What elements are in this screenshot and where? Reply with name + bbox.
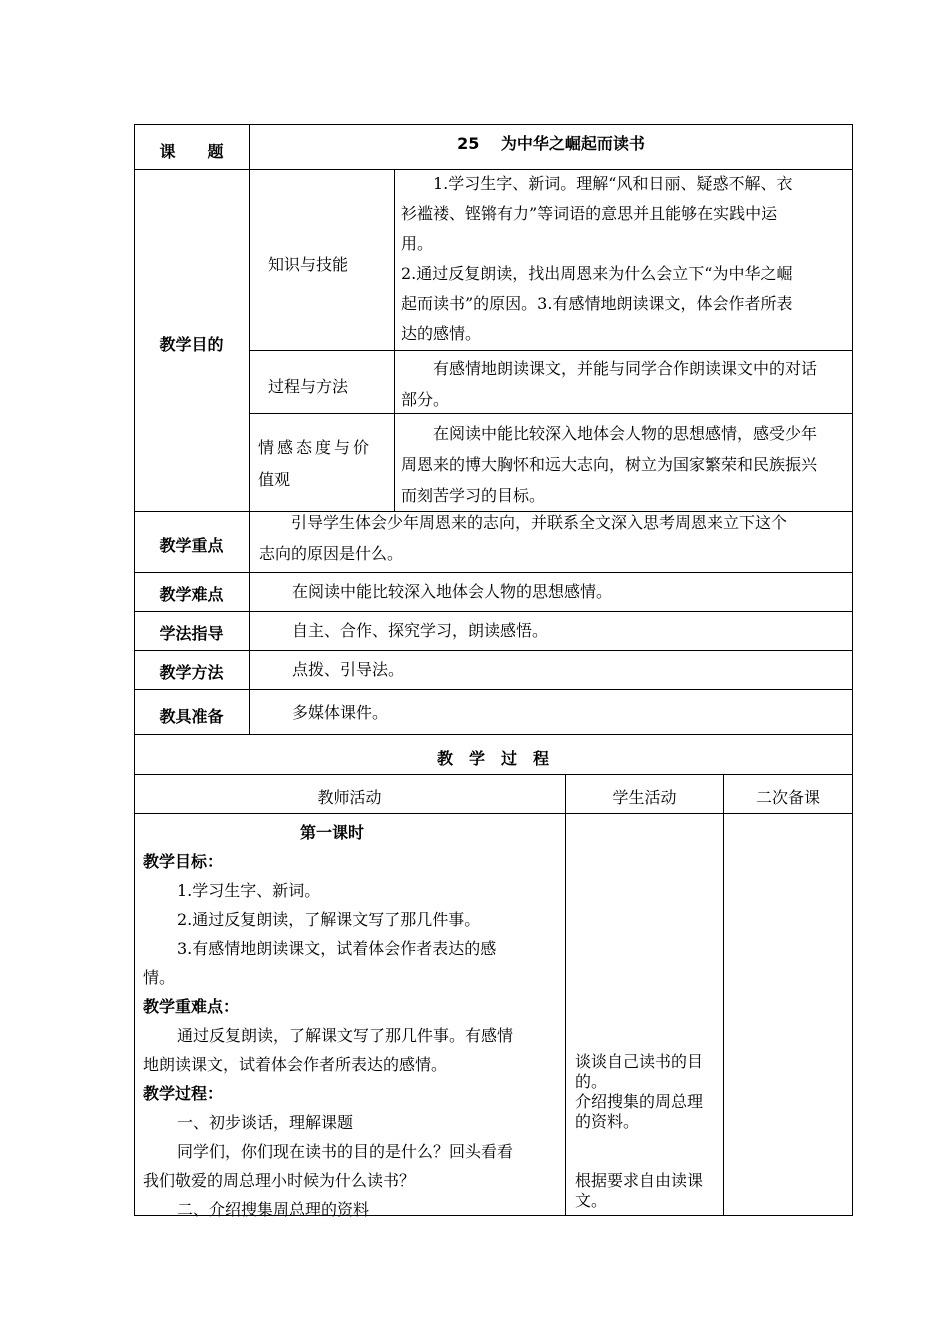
emotion-label-line: 情感态度与价 [258,438,373,457]
text-line: 情。 [143,968,176,987]
difficulty-content: 在阅读中能比较深入地体会人物的思想感情。 [292,582,613,601]
text-line: 我们敬爱的周总理小时候为什么读书？ [143,1171,416,1190]
student-activity-block [575,1052,721,1132]
text-line: 2.通过反复朗读，找出周恩来为什么会立下“为中华之崛 [401,264,793,283]
materials-content: 多媒体课件。 [292,703,389,722]
emotion-label-line: 值观 [258,470,291,489]
text-line: 用。 [401,234,434,253]
text-line: 周恩来的博大胸怀和远大志向，树立为国家繁荣和民族振兴 [401,455,818,474]
objectives-label: 教学目的 [159,335,224,354]
row-divider [134,734,853,735]
table-border-top [134,124,853,125]
student-activity-block [575,1171,721,1211]
text-line: 2.通过反复朗读，了解课文写了那几件事。 [177,910,481,929]
col-divider [394,169,395,511]
text-line: 衫褴褛、铿锵有力”等词语的意思并且能够在实践中运 [401,204,778,223]
process-title: 教 学 过 程 [436,749,549,768]
section-heading: 教学重难点： [143,997,240,1016]
text-line: 1.学习生字、新词。理解“风和日丽、疑惑不解、衣 [401,174,793,193]
text-line: 的。 [575,1072,608,1091]
text-line: 3.有感情地朗读课文，试着体会作者表达的感 [177,939,497,958]
row-divider [134,813,853,814]
text-line: 地朗读课文，试着体会作者所表达的感情。 [143,1055,448,1074]
knowledge-label: 知识与技能 [268,255,349,274]
text-line: 起而读书”的原因。3.有感情地朗读课文，体会作者所表 [401,294,793,313]
col-divider [565,774,566,1216]
topic-label: 课 题 [159,142,224,161]
row-divider [134,611,853,612]
column-header-student: 学生活动 [612,788,677,807]
text-line: 二、介绍搜集周总理的资料 [177,1200,370,1219]
emotion-content [401,418,847,511]
teaching-method-label: 教学方法 [159,663,224,682]
text-line: 同学们，你们现在读书的目的是什么？回头看看 [177,1142,514,1161]
text-line: 的资料。 [575,1112,640,1131]
text-line: 通过反复朗读，了解课文写了那几件事。有感情 [177,1026,514,1045]
column-header-second: 二次备课 [755,788,820,807]
text-line: 而刻苦学习的目标。 [401,486,546,505]
text-line: 引导学生体会少年周恩来的志向，并联系全文深入思考周恩来立下这个 [259,513,788,532]
text-line: 一、初步谈话，理解课题 [177,1113,354,1132]
process-method-content [401,353,847,415]
text-line: 谈谈自己读书的目 [575,1052,704,1071]
emotion-label [258,433,390,495]
text-line: 在阅读中能比较深入地体会人物的思想感情，感受少年 [401,424,818,443]
knowledge-content [401,169,847,349]
row-divider [134,774,853,775]
difficulty-label: 教学难点 [159,585,224,604]
column-header-teacher: 教师活动 [317,788,382,807]
text-line: 有感情地朗读课文，并能与同学合作朗读课文中的对话 [401,359,818,378]
text-line: 1.学习生字、新词。 [177,881,321,900]
process-method-label: 过程与方法 [268,377,349,396]
study-method-content: 自主、合作、探究学习，朗读感悟。 [292,621,549,640]
topic-title: 25 为中华之崛起而读书 [457,134,645,153]
text-line: 达的感情。 [401,324,482,343]
row-divider [134,689,853,690]
focus-content [259,507,849,569]
section-heading: 第一课时 [300,823,365,842]
table-border-right [852,124,853,1216]
text-line: 根据要求自由读课 [575,1171,704,1190]
text-line: 文。 [575,1191,608,1210]
row-divider [134,572,853,573]
text-line: 志向的原因是什么。 [259,544,404,563]
teaching-method-content: 点拨、引导法。 [292,660,405,679]
section-heading: 教学目标： [143,852,224,871]
col-divider [723,774,724,1216]
section-heading: 教学过程： [143,1084,224,1103]
col-divider [249,124,250,734]
row-divider [249,350,853,351]
text-line: 部分。 [401,390,450,409]
row-divider [134,650,853,651]
focus-label: 教学重点 [159,536,224,555]
text-line: 介绍搜集的周总理 [575,1092,704,1111]
study-method-label: 学法指导 [159,624,224,643]
teacher-activity-content [143,818,561,1224]
materials-label: 教具准备 [159,707,224,726]
